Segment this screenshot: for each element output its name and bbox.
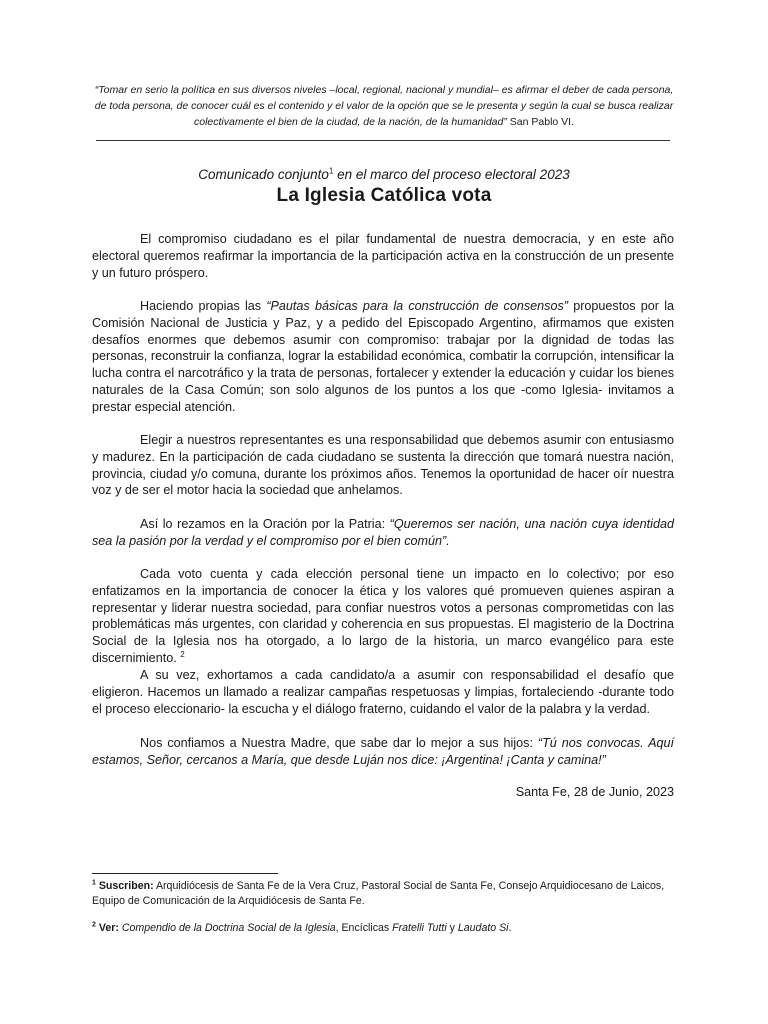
paragraph-text-end: propuestos por la Comisión Nacional de Justicia y Paz, y a pedido del Episcopado Argentino, afirmamos que existen desafíos enormes que debemos asumir con compromiso: trabajar por la dignidad de todas las personas, reconstruir la confianza, lograr la estabilidad económica, combatir la corrupción, intensificar la lucha contra el narcotráfico y la trata de personas, fortalecer y extender la educación y cuidar los bienes naturales de la Casa Común; son solo algunos de los puntos a los que -como Iglesia- invitamos a prestar especial atención. xyxy=(92,299,674,414)
paragraph-2 xyxy=(92,298,674,416)
document-title: La Iglesia Católica vota xyxy=(276,185,492,206)
epigraph-text: “Tomar en serio la política en sus diversos niveles –local, regional, nacional y mundial– es afirmar el deber de cada persona, de toda persona, de conocer cuál es el contenido y el valor de la opción que se le presenta y según la cual se busca realizar colectivamente el bien de la ciudad, de la nación, de la humanidad” xyxy=(94,84,674,128)
footnote-text-end: . xyxy=(508,922,512,934)
footnote-label: Ver: xyxy=(98,922,119,934)
footnote-label: Suscriben: xyxy=(98,880,154,892)
paragraph-5 xyxy=(92,566,674,667)
paragraph-text xyxy=(92,516,674,550)
footnote-title-compendio: Compendio de la Doctrina Social de la Iglesia xyxy=(121,922,336,934)
footnote-ref-2[interactable]: 2 xyxy=(180,649,185,659)
paragraph-text: El compromiso ciudadano es el pilar fundamental de nuestra democracia, y en este año electoral queremos reafirmar la importancia de la participación activa en la construcción de un presente y un futuro próspero. xyxy=(92,232,674,280)
footnote-number: 1 xyxy=(92,879,96,887)
quoted-document-title: “Pautas básicas para la construcción de consensos” xyxy=(266,299,568,313)
paragraph-text xyxy=(92,566,674,667)
document-subtitle xyxy=(92,167,676,182)
footnote-text: , Encíclicas xyxy=(335,922,393,934)
subtitle-text: Comunicado conjunto xyxy=(198,167,329,182)
paragraph-text: Elegir a nuestros representantes es una responsabilidad que debemos asumir con entusiasmo y madurez. En la participación de cada ciudadano se sustenta la dirección que tomará nuestra nación, provincia, ciudad y/o comuna, durante los próximos años. Tenemos la oportunidad de hacer oír nuestra voz y de ser el motor hacia la sociedad que anhelamos. xyxy=(92,433,674,498)
footnote-title-laudato: Laudato Si xyxy=(457,922,509,934)
paragraph-1 xyxy=(92,231,674,281)
paragraph-3 xyxy=(92,432,674,499)
footnote-title-fratelli: Fratelli Tutti xyxy=(392,922,447,934)
paragraph-text: A su vez, exhortamos a cada candidato/a a asumir con responsabilidad el desafío que eligieron. Hacemos un llamado a realizar campañas respetuosas y limpias, fortaleciendo -durante todo el proceso eleccionario- la escucha y el diálogo fraterno, cuidando el valor de la palabra y la verdad. xyxy=(92,668,674,716)
place-date: Santa Fe, 28 de Junio, 2023 xyxy=(515,785,674,799)
footnote-divider xyxy=(92,873,278,874)
footnote-text: Arquidiócesis de Santa Fe de la Vera Cruz, Pastoral Social de Santa Fe, Consejo Arquidiocesano de Laicos, Equipo de Comunicación de la Arquidiócesis de Santa Fe. xyxy=(92,880,665,907)
paragraph-text xyxy=(92,298,674,416)
prayer-quote: “Queremos ser nación, una nación cuya identidad sea la pasión por la verdad y el compromiso por el bien común”. xyxy=(92,517,674,548)
footnote-text-and: y xyxy=(446,922,458,934)
paragraph-text-start: Haciendo propias las xyxy=(140,299,267,313)
marian-quote: “Tú nos convocas. Aquí estamos, Señor, cercanos a María, que desde Luján nos dice: ¡Argentina! ¡Canta y camina!” xyxy=(92,736,674,767)
paragraph-text-start: Así lo rezamos en la Oración por la Patria: xyxy=(140,517,390,531)
subtitle-text-end: en el marco del proceso electoral 2023 xyxy=(333,167,570,182)
footnote-ref-1[interactable]: 1 xyxy=(328,166,334,176)
footnote-number: 2 xyxy=(92,921,96,929)
paragraph-text xyxy=(92,735,674,769)
footnote-1 xyxy=(92,879,682,909)
paragraph-text-start: Cada voto cuenta y cada elección personal tiene un impacto en lo colectivo; por eso enfatizamos en la importancia de conocer la ética y los valores qué promueven quienes aspiran a representar y liderar nuestra sociedad, para confiar nuestros votos a personas comprometidas con las problemáticas más urgentes, con claridad y coherencia en sus propuestas. El magisterio de la Doctrina Social de la Iglesia nos ha otorgado, a lo largo de la historia, un marco evangélico para este discernimiento. xyxy=(92,567,674,665)
paragraph-text-start: Nos confiamos a Nuestra Madre, que sabe dar lo mejor a sus hijos: xyxy=(140,736,538,750)
footnote-2 xyxy=(92,921,682,936)
paragraph-6 xyxy=(92,667,674,717)
paragraph-7 xyxy=(92,735,674,769)
epigraph-quote xyxy=(92,82,676,130)
epigraph-author: San Pablo VI. xyxy=(509,116,574,128)
paragraph-4 xyxy=(92,516,674,550)
header-divider xyxy=(96,140,670,141)
